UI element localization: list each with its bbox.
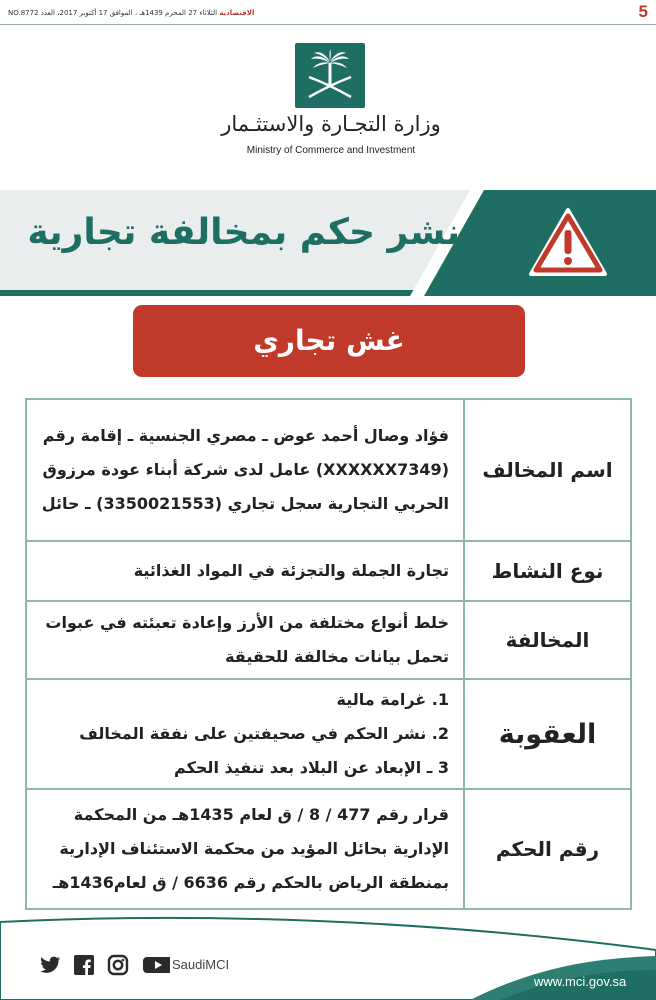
twitter-icon[interactable] <box>38 954 62 976</box>
ruling-line: قرار رقم 477 / 8 / ق لعام 1435هـ من المحكمة <box>73 805 449 824</box>
violation-line: خلط أنواع مختلفة من الأرز وإعادة تعبئته في عبوات <box>45 613 449 632</box>
social-handle: SaudiMCI <box>172 957 230 972</box>
ministry-name-english: Ministry of Commerce and Investment <box>246 145 416 156</box>
masthead <box>0 0 656 26</box>
banner-title: نشر حكم بمخالفة تجارية <box>27 212 460 253</box>
issue-info: الثلاثاء 27 المحرم 1439هـ ، الموافق 17 أكتوبر 2017، العدد NO.8772 <box>8 9 218 17</box>
ruling-label: رقم الحكم <box>464 789 631 909</box>
paper-name: الاقتصادية <box>219 9 255 17</box>
violator-line: الحربي التجارية سجل تجاري (3350021553) ـ حائل <box>41 494 449 513</box>
ruling-value <box>26 789 464 909</box>
activity-value: تجارة الجملة والتجزئة في المواد الغذائية <box>26 541 464 601</box>
instagram-icon[interactable] <box>106 954 130 976</box>
ruling-line: الإدارية بحائل المؤيد من محكمة الاستئناف الإدارية <box>59 839 449 858</box>
warning-icon <box>527 206 609 278</box>
penalty-line: 2. نشر الحكم في صحيفتين على نفقة المخالف <box>79 724 449 743</box>
violator-line: (XXXXXX7349) عامل لدى شركة أبناء عودة مرزوق <box>42 460 449 479</box>
palm-swords-emblem-icon <box>295 43 365 108</box>
penalty-line: 3 ـ الإبعاد عن البلاد بعد تنفيذ الحكم <box>174 758 449 777</box>
ministry-name-arabic: وزارة التجـارة والاستثـمار <box>221 112 441 136</box>
penalty-line: 1. غرامة مالية <box>336 690 449 709</box>
ruling-line: بمنطقة الرياض بالحكم رقم 6636 / ق لعام1436هـ <box>52 873 449 892</box>
table-row <box>26 679 631 789</box>
violator-value <box>26 399 464 541</box>
violation-label: المخالفة <box>464 601 631 679</box>
table-row <box>26 541 631 601</box>
ministry-logo <box>295 43 365 108</box>
activity-label: نوع النشاط <box>464 541 631 601</box>
violator-line: فؤاد وصال أحمد عوض ـ مصري الجنسية ـ إقامة رقم <box>42 426 449 445</box>
violation-value <box>26 601 464 679</box>
table-row <box>26 601 631 679</box>
violation-category-badge: غش تجاري <box>133 305 525 377</box>
ruling-details-table <box>25 398 632 910</box>
website-link[interactable]: www.mci.gov.sa <box>534 974 627 989</box>
issue-line <box>8 9 254 17</box>
penalty-label: العقوبة <box>464 679 631 789</box>
violation-line: تحمل بيانات مخالفة للحقيقة <box>225 647 449 666</box>
table-row <box>26 399 631 541</box>
table-row <box>26 789 631 909</box>
youtube-icon[interactable] <box>140 954 170 976</box>
penalty-value <box>26 679 464 789</box>
social-links <box>38 954 170 976</box>
violator-label: اسم المخالف <box>464 399 631 541</box>
page-number: 5 <box>638 2 648 21</box>
masthead-divider <box>0 24 656 25</box>
facebook-icon[interactable] <box>72 954 96 976</box>
